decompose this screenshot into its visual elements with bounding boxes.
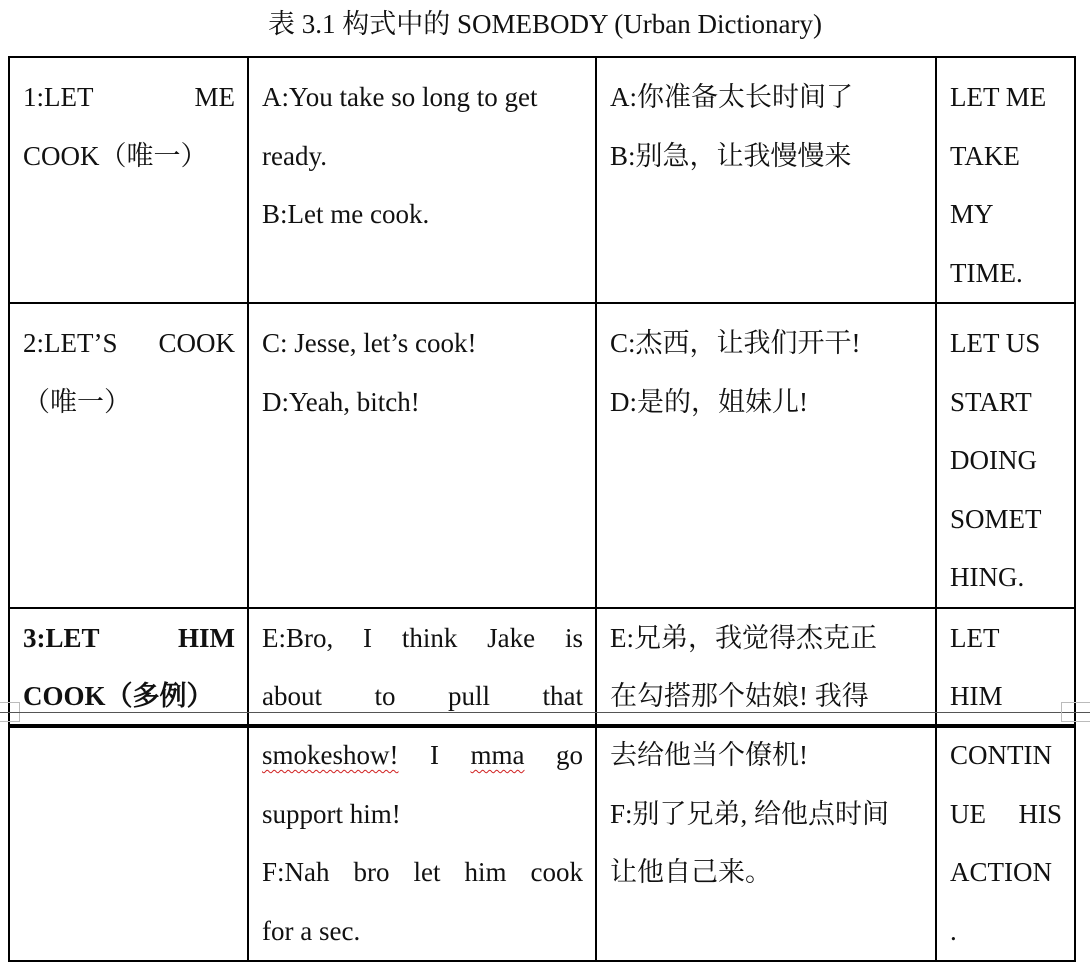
meaning-cell: LET ME TAKE MY TIME. [936,57,1075,303]
construction-cell: 1:LET ME COOK（唯一） [9,57,248,303]
chinese-translation-cell: A:你准备太长时间了 B:别急，让我慢慢来 [596,57,936,303]
constructions-table [8,56,1076,728]
spellcheck-flagged-word[interactable]: mma [470,740,525,770]
construction-line: 2:LET’S COOK [23,328,235,358]
english-example-cell: C: Jesse, let’s cook! D:Yeah, bitch! [248,303,596,608]
construction-cell: 2:LET’S COOK （唯一） [9,303,248,608]
construction-line: 1:LET ME [23,82,235,112]
english-example-cell: A:You take so long to get ready. B:Let me cook. [248,57,596,303]
construction-cell: 3:LET HIM COOK（多例） [9,608,248,727]
chinese-translation-cell: C:杰西，让我们开干! D:是的，姐妹儿! [596,303,936,608]
english-example-cell: E:Bro, I think Jake is about to pull that [248,608,596,727]
constructions-table-continued [8,724,1076,962]
construction-cell [9,725,248,961]
page-break-line [0,712,1090,713]
table-caption: 表 3.1 构式中的 SOMEBODY (Urban Dictionary) [268,9,822,39]
table-row [9,57,1075,303]
construction-line: 3:LET HIM [23,622,235,653]
meaning-cell: LET HIM [936,608,1075,727]
meaning-cell: LET US START DOING SOMET HING. [936,303,1075,608]
table-row [9,725,1075,961]
page-break [0,702,1090,724]
chinese-translation-cell: 去给他当个僚机! F:别了兄弟, 给他点时间 让他自己来。 [596,725,936,961]
table-row [9,303,1075,608]
page-corner-mark-right [1061,702,1090,722]
meaning-cell: CONTIN UE HIS ACTION . [936,725,1075,961]
chinese-translation-cell: E:兄弟，我觉得杰克正 在勾搭那个姑娘! 我得 [596,608,936,727]
spellcheck-flagged-word[interactable]: smokeshow! [262,740,399,770]
english-example-cell: smokeshow! I mma go support him! F:Nah bro let him cook for a sec. [248,725,596,961]
